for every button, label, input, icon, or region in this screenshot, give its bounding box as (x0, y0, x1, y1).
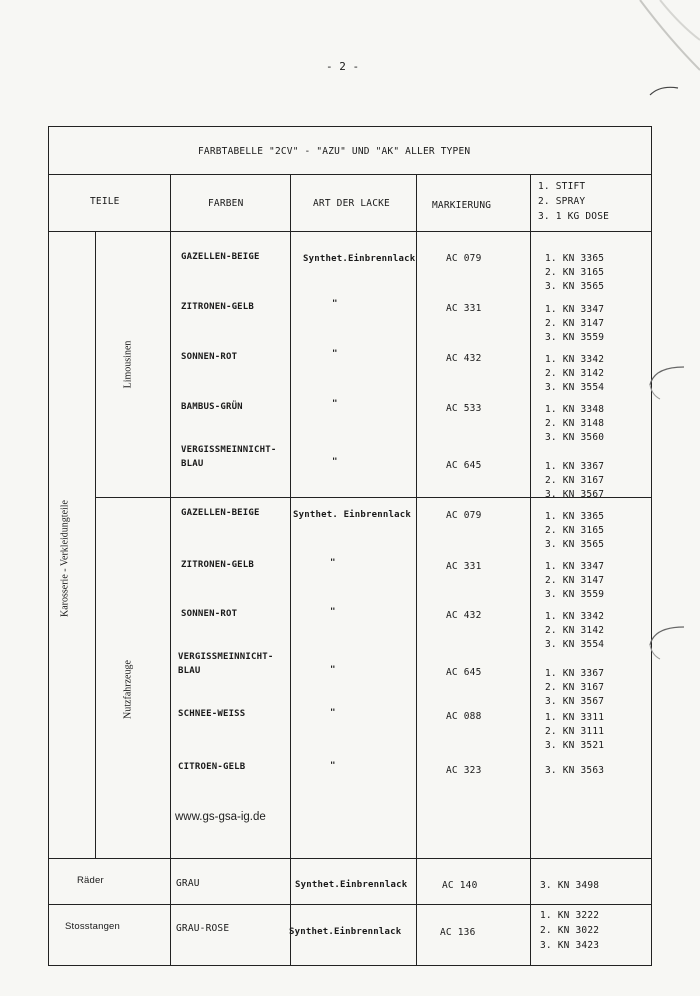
farbe-cell: SONNEN-ROT (181, 352, 238, 362)
ditto-mark: " (332, 349, 338, 359)
ditto-mark: " (330, 761, 336, 771)
ditto-mark: " (332, 457, 338, 467)
kn-cell: 2. KN 3142 (545, 368, 605, 379)
markierung-cell: AC 140 (442, 880, 478, 891)
kn-cell: 2. KN 3147 (545, 318, 605, 329)
kn-cell: 2. KN 3165 (545, 525, 605, 536)
kn-column-left (530, 174, 531, 966)
farbe-cell: VERGISSMEINNICHT- (178, 652, 274, 662)
farbe-cell-continued: BLAU (178, 666, 201, 676)
kn-cell: 2. KN 3167 (545, 475, 605, 486)
farbe-cell: SCHNEE-WEISS (178, 709, 246, 719)
kn-cell: 3. KN 3554 (545, 382, 605, 393)
ditto-mark: " (330, 558, 336, 568)
table-title: FARBTABELLE "2CV" - "AZU" UND "AK" ALLER TYPEN (198, 146, 471, 157)
markierung-cell: AC 331 (446, 561, 482, 572)
kn-cell: 3. KN 3560 (545, 432, 605, 443)
kn-cell: 3. KN 3565 (545, 281, 605, 292)
teil-cell: Räder (77, 875, 104, 886)
kn-cell: 3. KN 3567 (545, 489, 605, 500)
markierung-cell: AC 079 (446, 253, 482, 264)
kn-cell: 2. KN 3022 (540, 925, 600, 936)
markierung-cell: AC 432 (446, 610, 482, 621)
kn-cell: 1. KN 3347 (545, 304, 605, 315)
farbe-cell: GRAU (176, 878, 200, 889)
subgroup-column-divider (95, 231, 96, 858)
farbe-cell: GRAU-ROSE (176, 923, 230, 934)
kn-cell: 3. KN 3554 (545, 639, 605, 650)
art-cell: Synthet.Einbrennlack (289, 927, 402, 937)
farbe-cell: ZITRONEN-GELB (181, 302, 255, 312)
header-row-divider (48, 231, 652, 232)
art-cell: Synthet.Einbrennlack (295, 880, 408, 890)
kn-cell: 3. KN 3567 (545, 696, 605, 707)
farbe-cell: ZITRONEN-GELB (181, 560, 255, 570)
kn-cell: 2. KN 3148 (545, 418, 605, 429)
kn-cell: 2. KN 3167 (545, 682, 605, 693)
art-cell: Synthet.Einbrennlack (303, 254, 416, 264)
kn-cell: 2. KN 3147 (545, 575, 605, 586)
farbe-cell: GAZELLEN-BEIGE (181, 508, 260, 518)
farbe-cell: GAZELLEN-BEIGE (181, 252, 260, 262)
kn-cell: 1. KN 3365 (545, 253, 605, 264)
kn-cell: 2. KN 3165 (545, 267, 605, 278)
teil-cell: Stosstangen (65, 921, 121, 932)
ditto-mark: " (330, 607, 336, 617)
kn-cell: 3. KN 3559 (545, 332, 605, 343)
header-packaging-1: 1. STIFT (538, 181, 586, 192)
header-packaging-2: 2. SPRAY (538, 196, 586, 207)
ditto-mark: " (330, 708, 336, 718)
kn-cell: 3. KN 3423 (540, 940, 600, 951)
markierung-cell: AC 331 (446, 303, 482, 314)
subgroup-label-limousinen: Limousinen (122, 340, 134, 389)
kn-cell: 1. KN 3367 (545, 668, 605, 679)
markierung-cell: AC 645 (446, 667, 482, 678)
farben-column-left (170, 174, 171, 966)
farbe-cell: BAMBUS-GRÜN (181, 402, 243, 412)
markierung-cell: AC 079 (446, 510, 482, 521)
art-cell: Synthet. Einbrennlack (293, 510, 411, 520)
header-farben: FARBEN (208, 198, 244, 209)
kn-cell: 1. KN 3342 (545, 354, 605, 365)
markierung-column-left (416, 174, 417, 966)
binder-hole-mark (640, 615, 700, 675)
markierung-cell: AC 533 (446, 403, 482, 414)
kn-cell: 3. KN 3498 (540, 880, 600, 891)
header-teile: TEILE (90, 196, 120, 207)
header-art-der-lacke: ART DER LACKE (313, 198, 390, 209)
kn-cell: 3. KN 3565 (545, 539, 605, 550)
header-markierung: MARKIERUNG (432, 200, 492, 211)
binder-hole-mark (640, 355, 700, 415)
farbe-cell: CITROEN-GELB (178, 762, 246, 772)
art-column-left (290, 174, 291, 966)
kn-cell: 1. KN 3311 (545, 712, 605, 723)
markierung-cell: AC 136 (440, 927, 476, 938)
ditto-mark: " (330, 665, 336, 675)
header-packaging-3: 3. 1 KG DOSE (538, 211, 610, 222)
page-number: - 2 - (326, 60, 360, 73)
kn-cell: 3. KN 3563 (545, 765, 605, 776)
markierung-cell: AC 645 (446, 460, 482, 471)
markierung-cell: AC 323 (446, 765, 482, 776)
kn-cell: 1. KN 3347 (545, 561, 605, 572)
kn-cell: 1. KN 3365 (545, 511, 605, 522)
title-row-divider (48, 174, 652, 175)
subgroup-label-nutzfahrzeuge: Nutzfahrzeuge (122, 660, 134, 719)
page-curl-shadow (610, 0, 700, 110)
kn-cell: 1. KN 3222 (540, 910, 600, 921)
kn-cell: 1. KN 3348 (545, 404, 605, 415)
kn-cell: 2. KN 3142 (545, 625, 605, 636)
kn-cell: 3. KN 3521 (545, 740, 605, 751)
raeder-row-top (48, 858, 652, 859)
kn-cell: 2. KN 3111 (545, 726, 605, 737)
markierung-cell: AC 432 (446, 353, 482, 364)
stoss-row-top (48, 904, 652, 905)
kn-cell: 1. KN 3367 (545, 461, 605, 472)
farbe-cell-continued: BLAU (181, 459, 204, 469)
kn-cell: 1. KN 3342 (545, 611, 605, 622)
markierung-cell: AC 088 (446, 711, 482, 722)
watermark-url: www.gs-gsa-ig.de (175, 811, 266, 823)
farbe-cell: SONNEN-ROT (181, 609, 238, 619)
group-label-karosserie: Karosserie - Verkleidungteile (59, 500, 71, 617)
farbe-cell: VERGISSMEINNICHT- (181, 445, 277, 455)
ditto-mark: " (332, 399, 338, 409)
kn-cell: 3. KN 3559 (545, 589, 605, 600)
ditto-mark: " (332, 299, 338, 309)
